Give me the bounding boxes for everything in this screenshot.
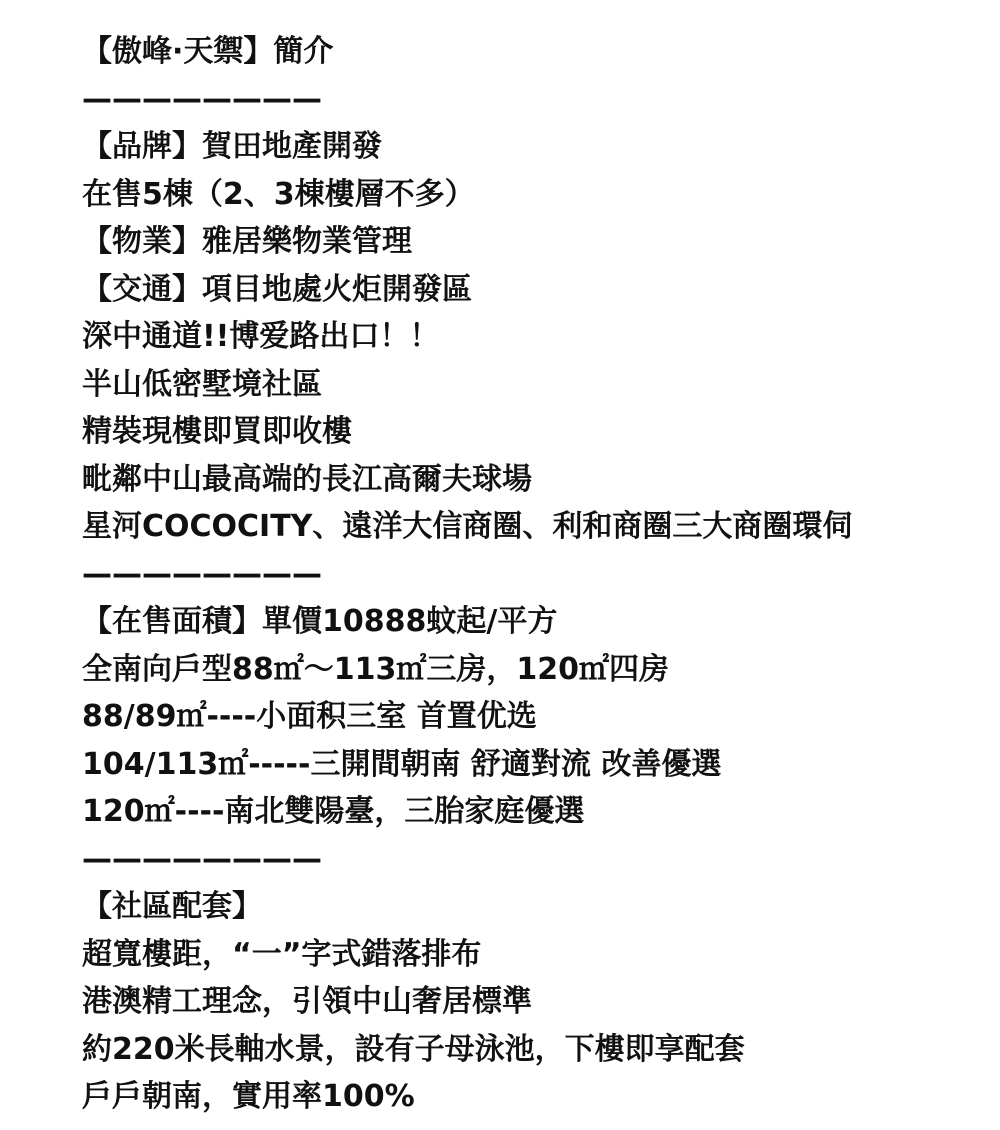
water-feature-line: 約220米長軸水景，設有子母泳池，下樓即享配套 (82, 1031, 745, 1067)
section-divider: ———————— (82, 556, 322, 592)
brand-line: 【品牌】賀田地產開發 (82, 129, 382, 164)
orientation-line: 戶戶朝南，實用率100% (82, 1079, 415, 1114)
malls-line: 星河COCOCITY、遠洋大信商圈、利和商圈三大商圈環伺 (82, 509, 853, 544)
exit-line: 深中通道!!博爱路出口！！ (82, 319, 440, 354)
property-description (82, 28, 982, 1121)
section-divider: ———————— (82, 841, 322, 877)
section-divider: ———————— (82, 81, 322, 117)
decor-line: 精裝現樓即買即收樓 (82, 414, 352, 449)
price-line: 【在售面積】單價10888蚊起/平方 (82, 604, 558, 639)
layouts-line: 全南向戶型88㎡～113㎡三房，120㎡四房 (82, 651, 669, 687)
transport-line: 【交通】項目地處火炬開發區 (82, 271, 472, 307)
type-104-line: 104/113㎡-----三開間朝南 舒適對流 改善優選 (82, 746, 722, 782)
property-management-line: 【物業】雅居樂物業管理 (82, 224, 412, 259)
spacing-line: 超寬樓距，“一”字式錯落排布 (82, 936, 482, 972)
facilities-title: 【社區配套】 (82, 889, 262, 924)
on-sale-line: 在售5棟（2、3棟樓層不多） (82, 176, 475, 212)
type-88-line: 88/89㎡----小面积三室 首置优选 (82, 699, 537, 734)
community-line: 半山低密墅境社區 (82, 366, 322, 402)
golf-line: 毗鄰中山最高端的長江高爾夫球場 (82, 461, 532, 497)
type-120-line: 120㎡----南北雙陽臺，三胎家庭優選 (82, 794, 585, 829)
concept-line: 港澳精工理念，引領中山奢居標準 (82, 984, 532, 1019)
intro-title: 【傲峰·天禦】簡介 (82, 34, 334, 69)
